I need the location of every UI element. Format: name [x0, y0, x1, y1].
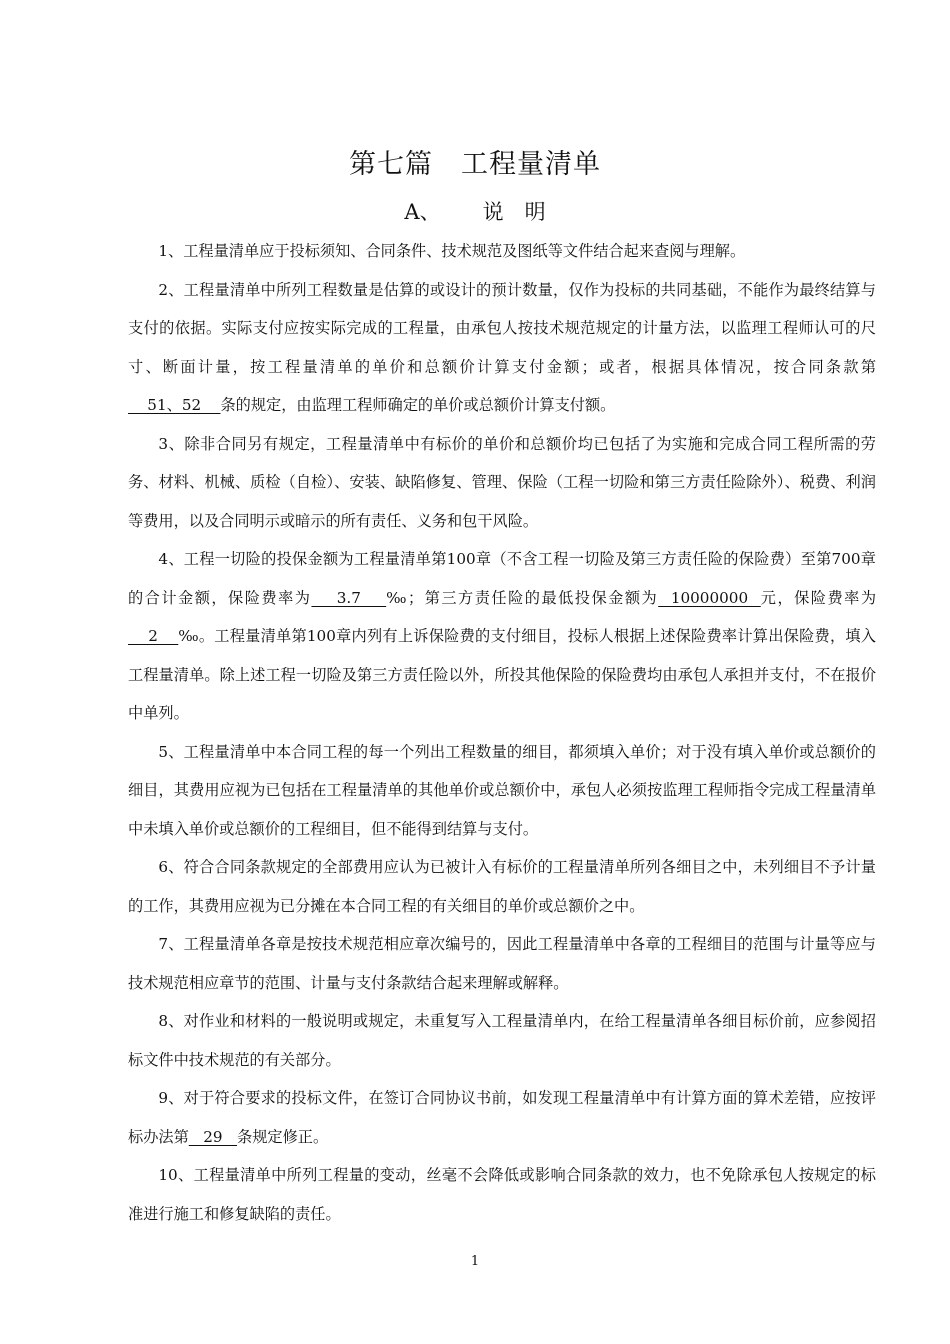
section-title: 说 明: [482, 200, 546, 224]
page-number: 1: [470, 1254, 480, 1269]
paragraph-6: 6、符合合同条款规定的全部费用应认为已被计入有标价的工程量清单所列各细目之中，未列细目不予计量的工作，其费用应视为已分摊在本合同工程的有关细目的单价或总额价之中。: [128, 858, 876, 915]
paragraph-7: 7、工程量清单各章是按技术规范相应章次编号的，因此工程量清单中各章的工程细目的范围与计量等应与技术规范相应章节的范围、计量与支付条款结合起来理解或解释。: [128, 935, 876, 992]
paragraph-4-text-d: ‰。工程量清单第100章内列有上诉保险费的支付细目，投标人根据上述保险费率计算出保险费，填入工程量清单。除上述工程一切险及第三方责任险以外，所投其他保险的保险费均由承包人承担并支付，不在报价中单列。: [128, 627, 876, 722]
paragraph-9-text-b: 条规定修正。: [237, 1127, 329, 1146]
insurance-rate-blank: 3.7: [311, 588, 387, 607]
paragraph-2: [128, 271, 876, 425]
paragraph-2-text-b: 条的规定，由监理工程师确定的单价或总额价计算支付额。: [220, 396, 616, 414]
paragraph-9-text-a: 9、对于符合要求的投标文件，在签订合同协议书前，如发现工程量清单中有计算方面的算术差错，应按评标办法第: [128, 1089, 876, 1146]
page-title: 第七篇 工程量清单: [349, 149, 601, 180]
section-letter: A、: [404, 200, 441, 224]
paragraph-9: [128, 1079, 876, 1156]
paragraph-8: 8、对作业和材料的一般说明或规定，未重复写入工程量清单内，在给工程量清单各细目标价前，应参阅招标文件中技术规范的有关部分。: [128, 1012, 876, 1069]
section-heading: [0, 196, 950, 226]
paragraph-4-text-b: ‰；第三方责任险的最低投保金额为: [386, 588, 659, 607]
clause-number-blank: 51、52: [128, 396, 221, 414]
evaluation-clause-blank: 29: [188, 1127, 238, 1146]
paragraph-4-text-c: 元，保险费率为: [760, 588, 877, 607]
paragraph-4: [128, 540, 876, 733]
paragraph-10: 10、工程量清单中所列工程量的变动，丝毫不会降低或影响合同条款的效力，也不免除承包人按规定的标准进行施工和修复缺陷的责任。: [128, 1166, 876, 1223]
insured-amount-blank: 10000000: [658, 588, 761, 607]
paragraph-3: 3、除非合同另有规定，工程量清单中有标价的单价和总额价均已包括了为实施和完成合同工程所需的劳务、材料、机械、质检（自检）、安装、缺陷修复、管理、保险（工程一切险和第三方责任险除外）、税费、利润等费用，以及合同明示或暗示的所有责任、义务和包干风险。: [128, 434, 876, 530]
paragraph-1: 1、工程量清单应于投标须知、合同条件、技术规范及图纸等文件结合起来查阅与理解。: [158, 242, 746, 260]
paragraph-4-text-a: 4、工程一切险的投保金额为工程量清单第100章（不含工程一切险及第三方责任险的保险费）至第700章的合计金额，保险费率为: [128, 550, 876, 607]
document-body: [128, 232, 876, 1233]
paragraph-5: 5、工程量清单中本合同工程的每一个列出工程数量的细目，都须填入单价；对于没有填入单价或总额价的细目，其费用应视为已包括在工程量清单的其他单价或总额价中，承包人必须按监理工程师指令完成工程量清单中未填入单价或总额价的工程细目，但不能得到结算与支付。: [128, 742, 876, 838]
third-party-rate-blank: 2: [128, 627, 179, 645]
paragraph-2-text-a: 2、工程量清单中所列工程数量是估算的或设计的预计数量，仅作为投标的共同基础，不能作为最终结算与支付的依据。实际支付应按实际完成的工程量，由承包人按技术规范规定的计量方法，以监理工程师认可的尺寸、断面计量，按工程量清单的单价和总额价计算支付金额；或者，根据具体情况，按合同条款第: [128, 280, 876, 376]
